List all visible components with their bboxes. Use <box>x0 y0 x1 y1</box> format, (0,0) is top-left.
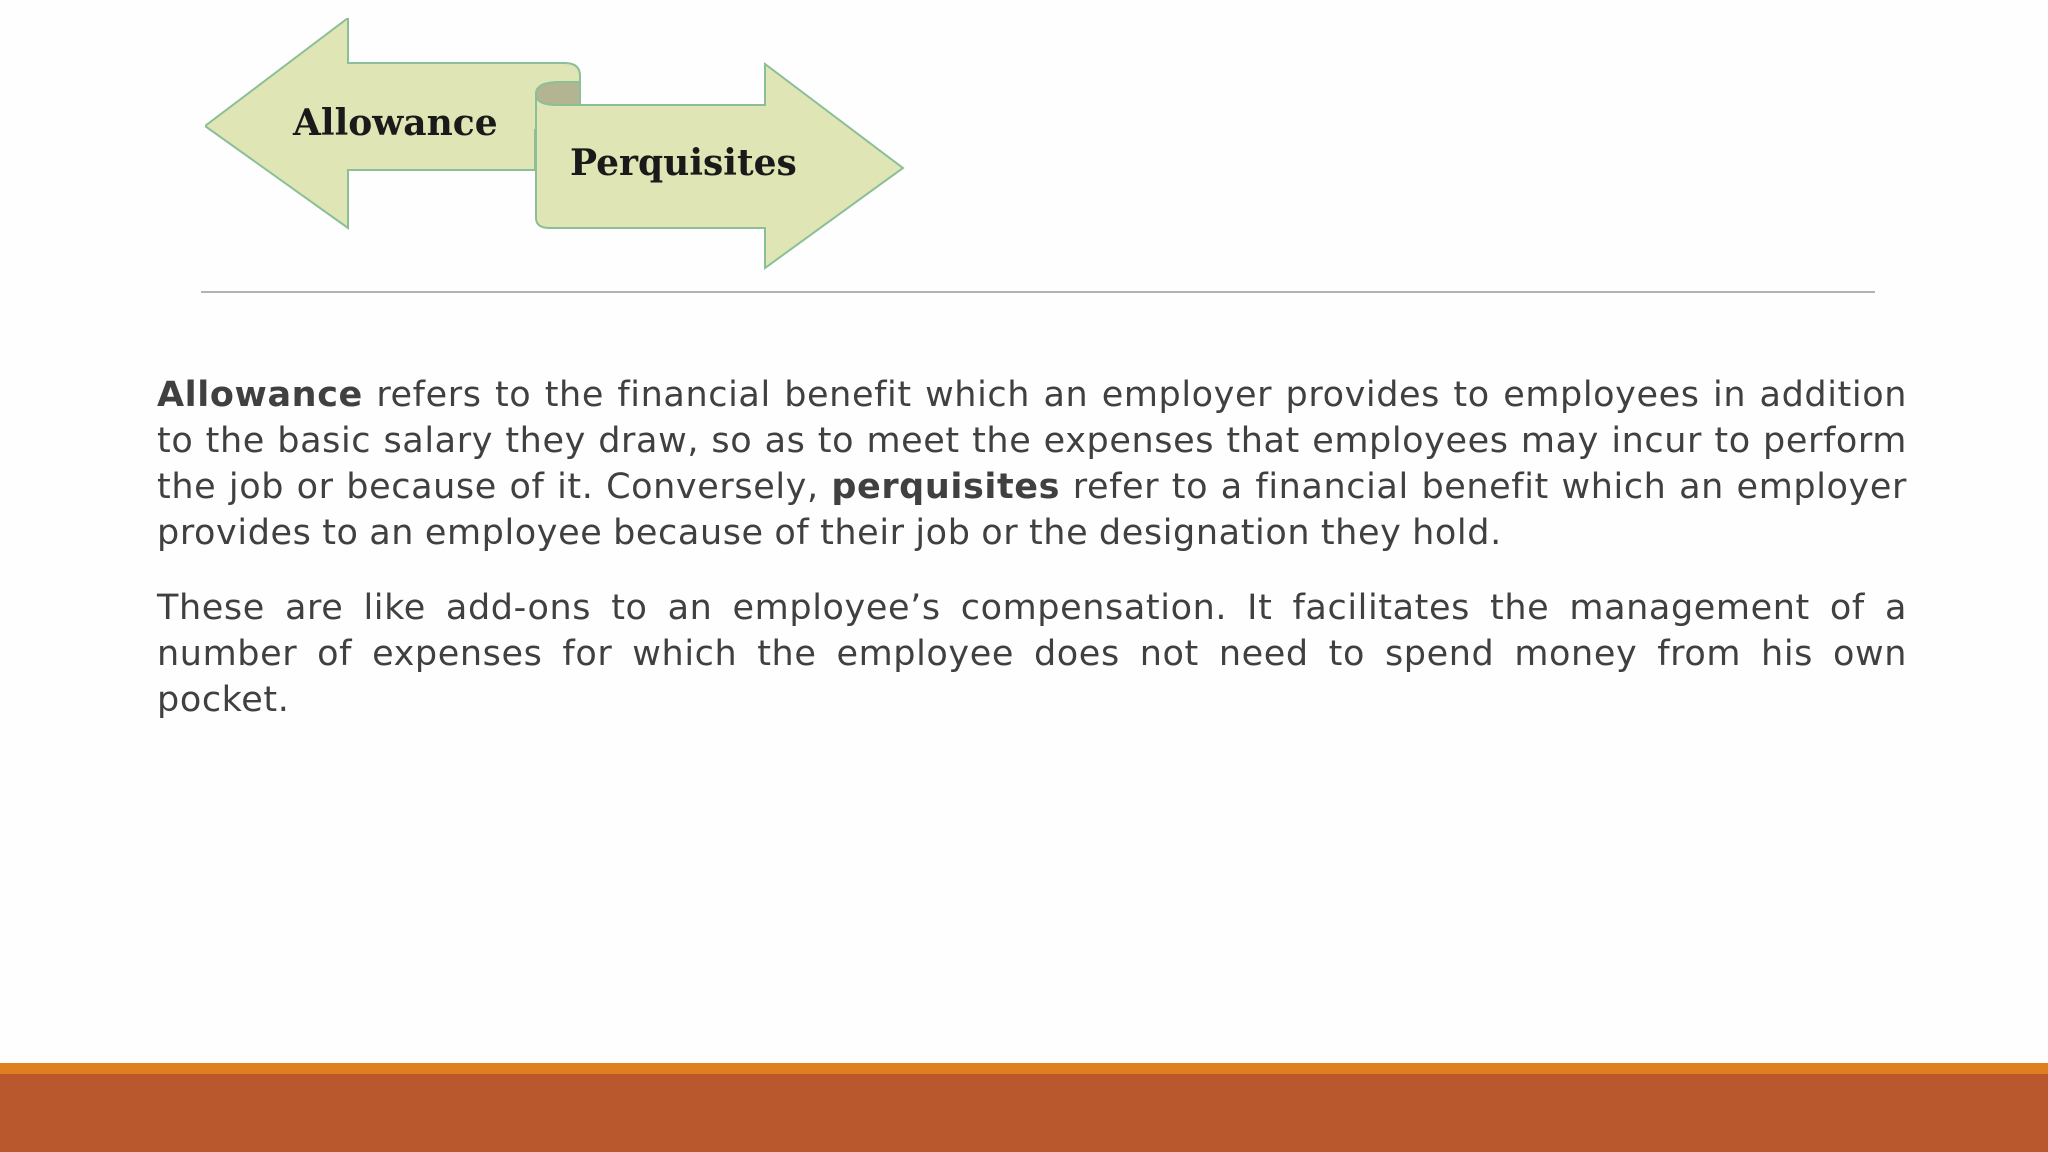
footer-bar <box>0 1074 2048 1152</box>
perquisites-arrow-label: Perquisites <box>570 142 797 184</box>
title-divider <box>201 291 1875 293</box>
addons-paragraph: These are like add-ons to an employee’s compensation. It facilitates the management of a number of expenses for which the employee does not need to spend money from his own pocket. <box>157 588 1907 720</box>
perquisites-term: perquisites <box>831 467 1061 507</box>
scroll-fold <box>536 82 580 105</box>
definition-paragraph <box>157 372 1907 556</box>
allowance-perquisites-arrows <box>205 18 910 273</box>
allowance-term: Allowance <box>157 375 363 415</box>
perquisites-definition: refer to a financial benefit which an employer provides to an employee because of their job or the designation they hold. <box>157 467 1907 553</box>
allowance-definition: refers to the financial benefit which an employer provides to employees in addition to the basic salary they draw, so as to meet the expenses that employees may incur to perform the job or because of it. Conversely, <box>157 375 1907 507</box>
slide-body <box>157 372 1907 752</box>
allowance-arrow-label: Allowance <box>293 102 498 144</box>
footer-accent-bar <box>0 1063 2048 1074</box>
